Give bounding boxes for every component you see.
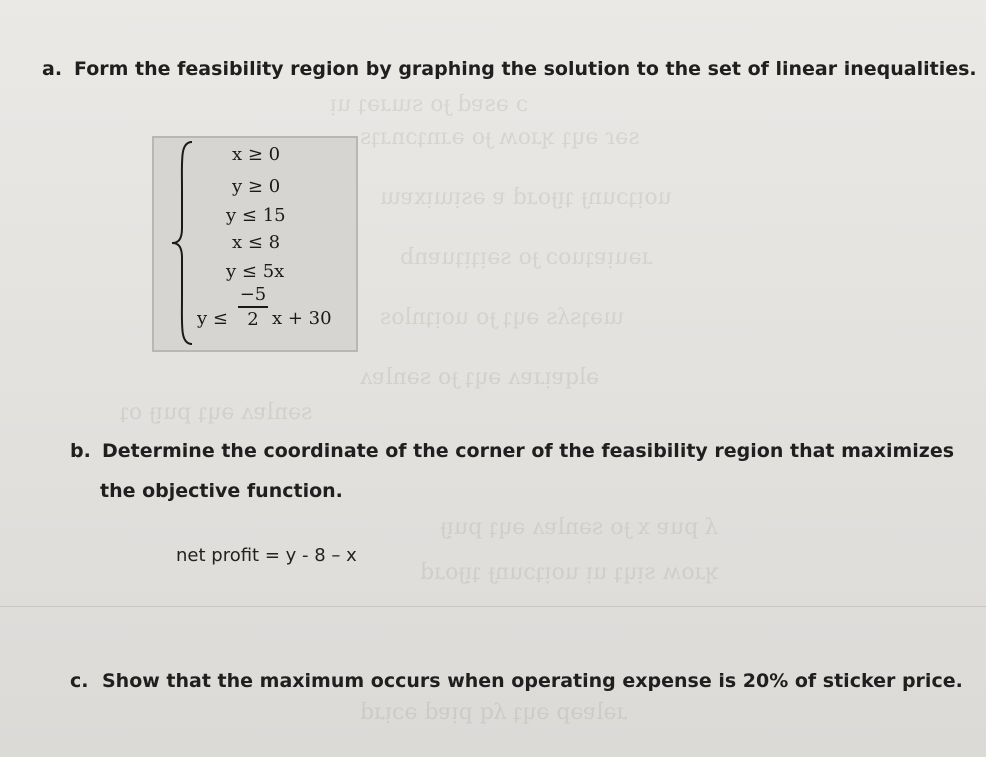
question-c-label: c.: [70, 670, 89, 692]
bleed-through-text: ɔ ǝsɐd ɟo sɯɹǝʇ uᴉ: [330, 92, 529, 117]
question-b: [70, 440, 954, 462]
inequality-6-lhs: y ≤: [197, 308, 228, 329]
bleed-through-text: ǝlqɐᴉɹɐʌ ǝɥʇ ɟo sǝnlɐʌ: [360, 365, 600, 390]
inequality-1: x ≥ 0: [232, 144, 281, 165]
bleed-through-text: ʞɹoʍ sᴉɥʇ uᴉ uoᴉʇɔunɟ ʇᴉɟoɹd: [420, 560, 719, 585]
inequality-3: y ≤ 15: [226, 205, 286, 226]
question-a-text: Form the feasibility region by graphing the solution to the set of linear inequalities.: [74, 58, 977, 80]
fraction-denominator: 2: [247, 309, 259, 330]
fraction-numerator: −5: [238, 284, 268, 308]
objective-function: net profit = y - 8 – x: [176, 545, 357, 566]
bleed-through-text: ɯǝʇsʎs ǝɥʇ ɟo uoᴉʇnlos: [380, 305, 624, 330]
question-b-text-line1: Determine the coordinate of the corner of the feasibility region that maximizes: [102, 440, 955, 462]
question-c: [70, 670, 963, 692]
bleed-through-text: ɹǝlɐǝp ǝɥʇ ʎq pᴉɐd ǝɔᴉɹd: [360, 700, 628, 725]
bleed-through-text: ɹǝuᴉɐʇuoɔ ɟo sǝᴉʇᴉʇuɐnb: [400, 245, 653, 270]
inequality-4: x ≤ 8: [232, 232, 281, 253]
left-brace: [170, 140, 194, 346]
question-b-label: b.: [70, 440, 91, 462]
inequality-6: [197, 308, 332, 329]
inequality-5: y ≤ 5x: [226, 261, 285, 282]
bleed-through-text: sǝnlɐʌ ǝɥʇ puᴉɟ oʇ: [120, 400, 313, 425]
inequality-6-rhs: x + 30: [271, 308, 332, 329]
bleed-through-text: ʎ puɐ x ɟo sǝnlɐʌ ǝɥʇ puᴉɟ: [440, 515, 718, 540]
question-a: [42, 58, 977, 80]
question-a-label: a.: [42, 58, 63, 80]
bleed-through-text: sǝɾ ǝɥʇ ʞɹoʍ ɟo ǝɹnʇɔnɹʇs: [360, 125, 640, 150]
question-c-text: Show that the maximum occurs when operating expense is 20% of sticker price.: [102, 670, 963, 692]
question-b-line2: the objective function.: [100, 480, 343, 502]
inequality-2: y ≥ 0: [232, 176, 281, 197]
bleed-through-text: uoᴉʇɔunɟ ʇᴉɟoɹd ɐ ǝsᴉɯᴉxɐɯ: [380, 185, 672, 210]
divider-line: [0, 606, 986, 607]
